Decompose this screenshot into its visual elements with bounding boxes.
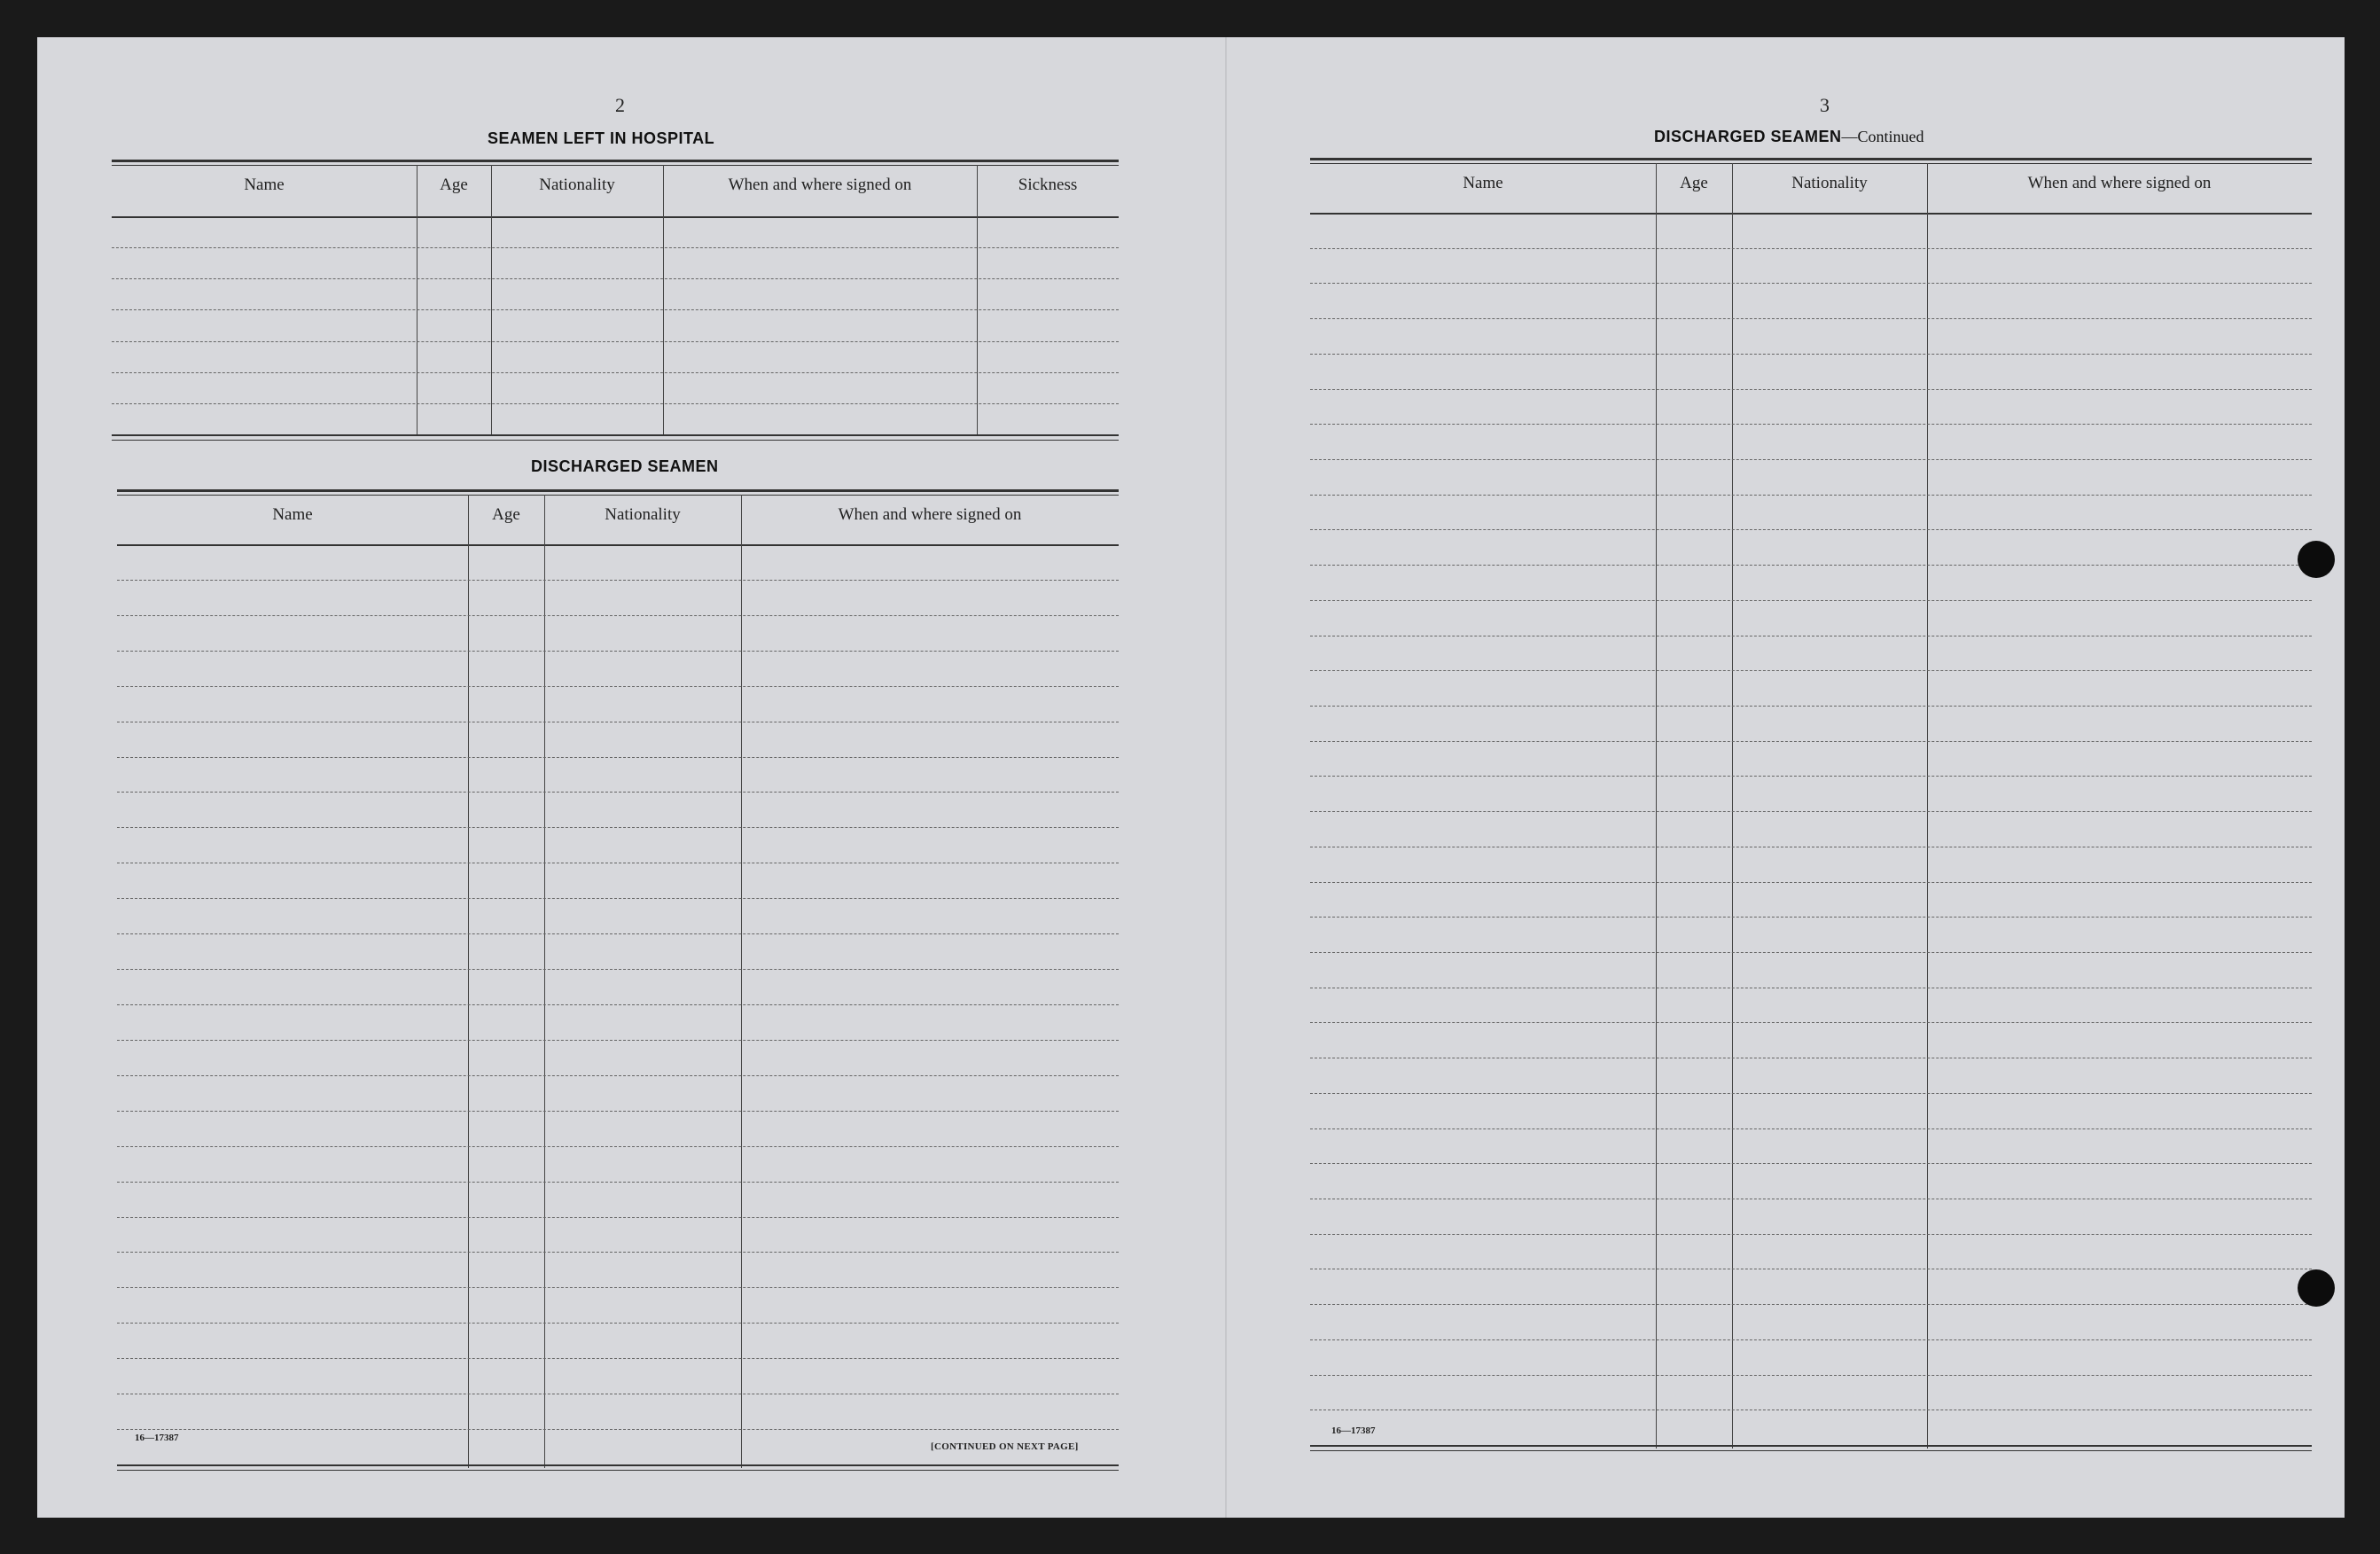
column-divider [468, 495, 469, 1468]
scanned-document [37, 37, 2345, 1518]
table-bottom-rule [1310, 1445, 2312, 1447]
table-row [1310, 248, 2312, 249]
table-row [1310, 1128, 2312, 1129]
table-row [1310, 1234, 2312, 1235]
column-divider [1732, 163, 1733, 1449]
col-header-name: Name [272, 505, 313, 524]
header-rule [1310, 213, 2312, 215]
header-rule [112, 216, 1119, 218]
col-header-nationality: Nationality [539, 176, 615, 194]
col-header-nationality: Nationality [1791, 174, 1868, 192]
table-row [1310, 741, 2312, 742]
table-row [1310, 283, 2312, 284]
table-row [117, 1182, 1119, 1183]
table-row [1310, 882, 2312, 883]
punch-hole [2298, 541, 2335, 578]
col-header-age: Age [440, 176, 468, 194]
form-number: 16—17387 [1331, 1425, 1376, 1436]
table-row [117, 969, 1119, 970]
table-top-rule [117, 489, 1119, 492]
table-top-rule [112, 165, 1119, 166]
table-row [117, 792, 1119, 793]
table-bottom-rule [112, 440, 1119, 441]
page-number: 2 [615, 94, 625, 116]
column-divider [1656, 163, 1657, 1449]
table-top-rule [1310, 158, 2312, 160]
table-row [117, 1323, 1119, 1324]
table-row [117, 1146, 1119, 1147]
table-row [112, 247, 1119, 248]
table-row [1310, 811, 2312, 812]
discharged-table [117, 489, 1119, 1472]
table-bottom-rule [117, 1470, 1119, 1471]
table-row [1310, 565, 2312, 566]
table-row [117, 1252, 1119, 1253]
table-row [1310, 706, 2312, 707]
table-row [112, 372, 1119, 373]
col-header-signed-on: When and where signed on [728, 176, 912, 194]
table-row [117, 1429, 1119, 1430]
col-header-sickness: Sickness [1018, 176, 1078, 194]
col-header-name: Name [244, 176, 285, 194]
table-row [1310, 529, 2312, 530]
col-header-signed-on: When and where signed on [838, 505, 1022, 524]
table-row [117, 898, 1119, 899]
table-row [1310, 354, 2312, 355]
table-top-rule [1310, 163, 2312, 164]
table-bottom-rule [112, 434, 1119, 436]
section-title-hospital: SEAMEN LEFT IN HOSPITAL [488, 129, 715, 147]
table-row [117, 1287, 1119, 1288]
section-title-suffix: —Continued [1841, 128, 1924, 145]
table-row [1310, 1375, 2312, 1376]
hospital-table [112, 160, 1119, 441]
table-row [117, 615, 1119, 616]
table-row [1310, 952, 2312, 953]
table-row [112, 341, 1119, 342]
column-divider [1927, 163, 1928, 1449]
table-row [1310, 600, 2312, 601]
continued-note: [CONTINUED ON NEXT PAGE] [931, 1441, 1079, 1452]
table-row [1310, 495, 2312, 496]
col-header-nationality: Nationality [605, 505, 681, 524]
table-row [117, 757, 1119, 758]
col-header-age: Age [1680, 174, 1708, 192]
table-row [1310, 424, 2312, 425]
column-divider [977, 165, 978, 434]
table-row [1310, 318, 2312, 319]
table-row [1310, 917, 2312, 918]
form-number: 16—17387 [135, 1433, 179, 1443]
page-number: 3 [1820, 94, 1830, 116]
col-header-signed-on: When and where signed on [2027, 174, 2212, 192]
table-top-rule [112, 160, 1119, 162]
column-divider [741, 495, 742, 1468]
table-row [117, 933, 1119, 934]
table-row [1310, 1304, 2312, 1305]
section-title-text: DISCHARGED SEAMEN [1654, 128, 1842, 145]
table-row [1310, 1339, 2312, 1340]
table-row [117, 686, 1119, 687]
table-row [1310, 1093, 2312, 1094]
table-row [112, 309, 1119, 310]
table-row [1310, 670, 2312, 671]
column-divider [491, 165, 492, 434]
table-row [1310, 776, 2312, 777]
section-title-discharged: DISCHARGED SEAMEN [531, 457, 719, 475]
table-row [1310, 459, 2312, 460]
header-rule [117, 544, 1119, 546]
table-bottom-rule [1310, 1450, 2312, 1451]
discharged-continued-table [1310, 158, 2312, 1454]
table-row [117, 1358, 1119, 1359]
section-title-discharged-continued [1654, 128, 1924, 146]
table-row [117, 1217, 1119, 1218]
table-row [1310, 389, 2312, 390]
table-bottom-rule [117, 1464, 1119, 1466]
col-header-name: Name [1463, 174, 1503, 192]
table-row [1310, 1163, 2312, 1164]
table-row [117, 1075, 1119, 1076]
table-row [117, 651, 1119, 652]
table-row [117, 1004, 1119, 1005]
table-row [117, 580, 1119, 581]
table-row [117, 1040, 1119, 1041]
punch-hole [2298, 1269, 2335, 1307]
col-header-age: Age [492, 505, 520, 524]
table-row [112, 403, 1119, 404]
table-row [112, 278, 1119, 279]
table-row [117, 827, 1119, 828]
right-page [1225, 37, 2345, 1518]
left-page [37, 37, 1225, 1518]
column-divider [663, 165, 664, 434]
column-divider [544, 495, 545, 1468]
table-top-rule [117, 495, 1119, 496]
table-row [1310, 1022, 2312, 1023]
table-row [117, 1111, 1119, 1112]
